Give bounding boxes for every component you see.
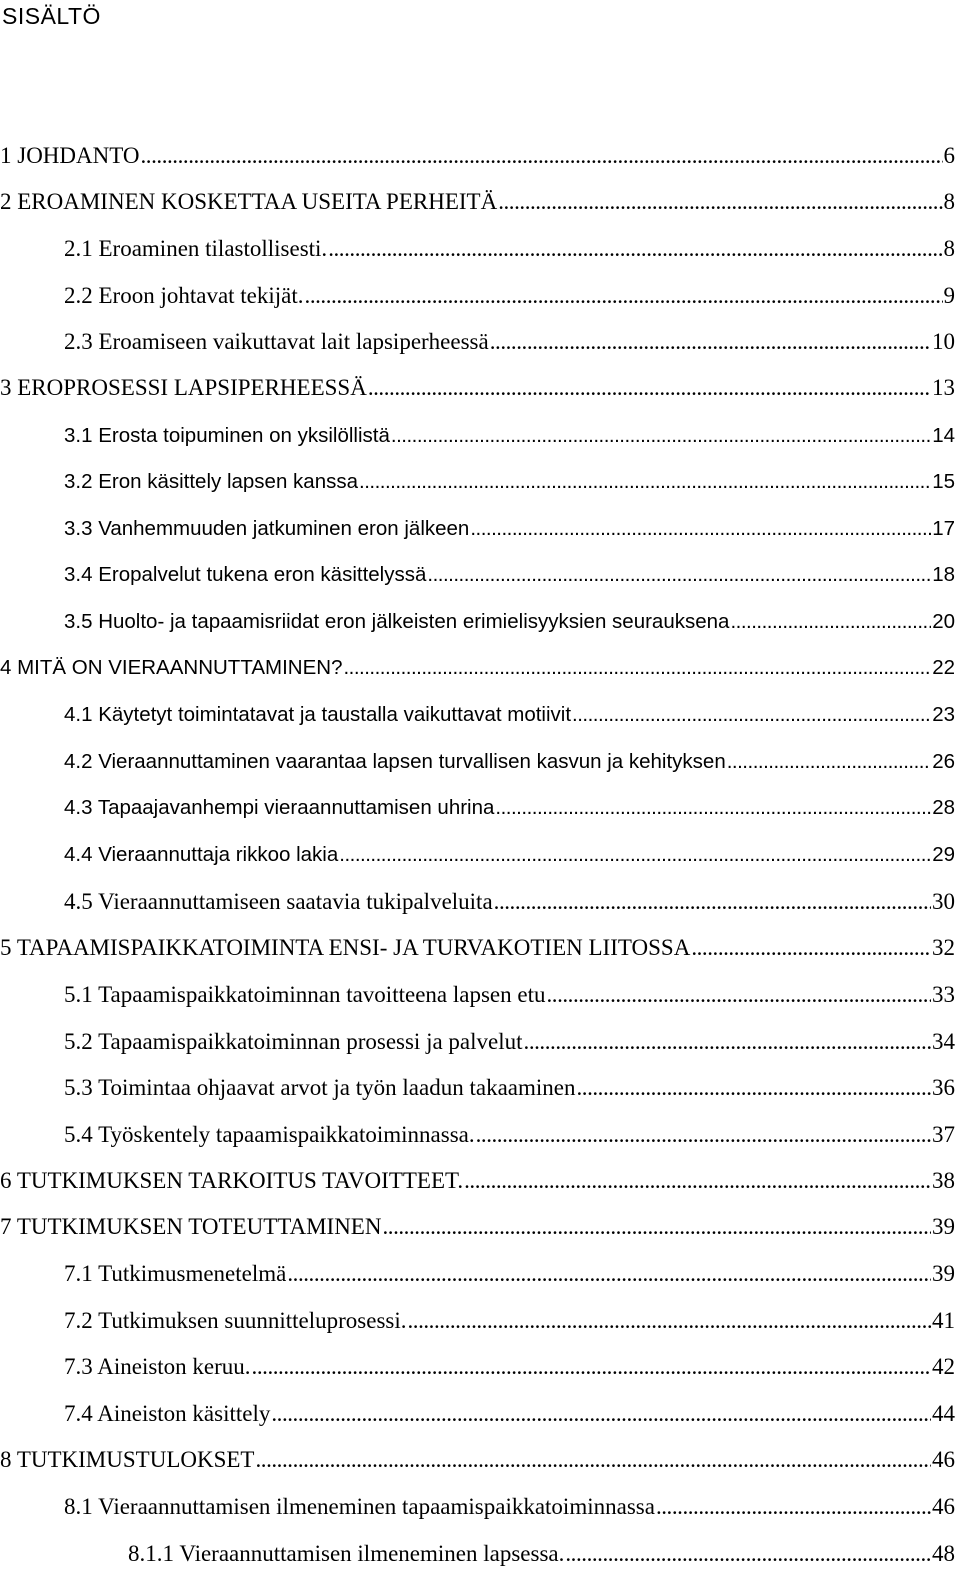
- toc-entry-page: 10: [932, 329, 955, 354]
- toc-dot-leader: [252, 1351, 931, 1383]
- toc-entry-title: 7 TUTKIMUKSEN TOTEUTTAMINEN: [0, 1214, 382, 1239]
- toc-entry[interactable]: [0, 839, 955, 871]
- toc-dot-leader: [495, 792, 931, 824]
- toc-dot-leader: [470, 513, 931, 545]
- toc-entry[interactable]: [0, 1165, 955, 1197]
- toc-entry-title: 3 EROPROSESSI LAPSIPERHEESSÄ: [0, 375, 367, 400]
- toc-entry[interactable]: [0, 513, 955, 545]
- toc-entry-page: 28: [932, 796, 955, 819]
- toc-entry-page: 36: [932, 1075, 955, 1100]
- toc-entry[interactable]: [0, 652, 955, 684]
- toc-entry-title: 7.1 Tutkimusmenetelmä: [64, 1261, 287, 1286]
- toc-entry[interactable]: [0, 140, 955, 172]
- toc-entry-title: 3.5 Huolto- ja tapaamisriidat eron jälkeisten erimielisyyksien seurauksena: [64, 610, 730, 633]
- toc-entry[interactable]: [0, 420, 955, 452]
- toc-entry[interactable]: [0, 1211, 955, 1243]
- toc-entry-page: 37: [932, 1122, 955, 1147]
- toc-entry-page: 32: [932, 935, 955, 960]
- toc-entry-page: 42: [932, 1354, 955, 1379]
- toc-entry-title: 5.4 Työskentely tapaamispaikkatoiminnassa.: [64, 1122, 475, 1147]
- toc-entry-page: 39: [932, 1261, 955, 1286]
- toc-entry-title: 2.1 Eroaminen tilastollisesti.: [64, 236, 328, 261]
- toc-dot-leader: [305, 280, 943, 312]
- toc-dot-leader: [656, 1491, 931, 1523]
- toc-entry-title: 8.1.1 Vieraannuttamisen ilmeneminen lapsessa.: [128, 1541, 565, 1566]
- toc-entry-title: 7.4 Aineiston käsittely: [64, 1401, 271, 1426]
- toc-entry-title: 4.3 Tapaajavanhempi vieraannuttamisen uhrina: [64, 796, 495, 819]
- toc-entry[interactable]: [0, 1305, 955, 1337]
- toc-entry-page: 39: [932, 1214, 955, 1239]
- toc-entry-page: 41: [932, 1308, 955, 1333]
- toc-entry-title: 4.2 Vieraannuttaminen vaarantaa lapsen turvallisen kasvun ja kehityksen: [64, 750, 726, 773]
- toc-entry-title: 2 EROAMINEN KOSKETTAA USEITA PERHEITÄ: [0, 189, 498, 214]
- toc-entry-page: 17: [932, 517, 955, 540]
- toc-entry[interactable]: [0, 932, 955, 964]
- toc-dot-leader: [287, 1258, 931, 1290]
- toc-entry-page: 22: [932, 656, 955, 679]
- toc-entry-title: 5.3 Toimintaa ohjaavat arvot ja työn laadun takaaminen: [64, 1075, 576, 1100]
- toc-dot-leader: [255, 1444, 931, 1476]
- toc-entry-title: 7.3 Aineiston keruu.: [64, 1354, 251, 1379]
- toc-entry-page: 8: [943, 189, 955, 214]
- toc-entry-page: 44: [932, 1401, 955, 1426]
- toc-entry[interactable]: [0, 1491, 955, 1523]
- toc-entry-title: 2.3 Eroamiseen vaikuttavat lait lapsiperheessä: [64, 329, 489, 354]
- toc-entry-page: 33: [932, 982, 955, 1007]
- toc-entry[interactable]: [0, 1026, 955, 1058]
- toc-entry[interactable]: [0, 1444, 955, 1476]
- toc-entry-page: 8: [943, 236, 955, 261]
- toc-entry[interactable]: [0, 886, 955, 918]
- toc-dot-leader: [572, 699, 931, 731]
- toc-entry[interactable]: [0, 699, 955, 731]
- toc-entry-page: 29: [932, 843, 955, 866]
- toc-entry-page: 30: [932, 889, 955, 914]
- toc-entry-title: 4.1 Käytetyt toimintatavat ja taustalla vaikuttavat motiivit: [64, 703, 572, 726]
- toc-dot-leader: [328, 233, 942, 265]
- toc-entry[interactable]: [0, 746, 955, 778]
- toc-entry-title: 5 TAPAAMISPAIKKATOIMINTA ENSI- JA TURVAKOTIEN LIITOSSA: [0, 935, 691, 960]
- toc-entry[interactable]: [0, 606, 955, 638]
- toc-dot-leader: [359, 466, 931, 498]
- toc-dot-leader: [339, 839, 931, 871]
- toc-dot-leader: [524, 1026, 931, 1058]
- toc-entry-title: 4.5 Vieraannuttamiseen saatavia tukipalveluita: [64, 889, 493, 914]
- toc-dot-leader: [565, 1538, 931, 1570]
- toc-entry-title: 4.4 Vieraannuttaja rikkoo lakia: [64, 843, 339, 866]
- toc-entry-title: 4 MITÄ ON VIERAANNUTTAMINEN?: [0, 656, 343, 679]
- toc-entry-page: 46: [932, 1447, 955, 1472]
- toc-entry-page: 18: [932, 563, 955, 586]
- toc-entry-page: 14: [932, 424, 955, 447]
- toc-entry[interactable]: [0, 1538, 955, 1570]
- toc-entry-page: 23: [932, 703, 955, 726]
- toc-entry[interactable]: [0, 979, 955, 1011]
- toc-dot-leader: [382, 1211, 931, 1243]
- toc-dot-leader: [427, 559, 931, 591]
- toc-dot-leader: [407, 1305, 931, 1337]
- toc-entry-page: 15: [932, 470, 955, 493]
- toc-dot-leader: [476, 1119, 931, 1151]
- toc-entry-title: 3.1 Erosta toipuminen on yksilöllistä: [64, 424, 390, 447]
- toc-dot-leader: [546, 979, 931, 1011]
- toc-entry-page: 48: [932, 1541, 955, 1566]
- toc-entry[interactable]: [0, 372, 955, 404]
- toc-entry[interactable]: [0, 559, 955, 591]
- toc-entry[interactable]: [0, 280, 955, 312]
- toc-entry[interactable]: [0, 1072, 955, 1104]
- toc-entry-page: 20: [932, 610, 955, 633]
- toc-entry[interactable]: [0, 186, 955, 218]
- toc-entry-page: 6: [943, 143, 955, 168]
- toc-entry-page: 13: [932, 375, 955, 400]
- toc-entry-title: 8 TUTKIMUSTULOKSET: [0, 1447, 255, 1472]
- toc-dot-leader: [490, 326, 931, 358]
- toc-entry-page: 38: [932, 1168, 955, 1193]
- toc-entry[interactable]: [0, 1351, 955, 1383]
- toc-entry[interactable]: [0, 792, 955, 824]
- toc-dot-leader: [576, 1072, 931, 1104]
- toc-entry-page: 9: [943, 283, 955, 308]
- toc-entry[interactable]: [0, 233, 955, 265]
- toc-entry-title: 3.3 Vanhemmuuden jatkuminen eron jälkeen: [64, 517, 470, 540]
- toc-dot-leader: [730, 606, 931, 638]
- toc-entry[interactable]: [0, 1398, 955, 1430]
- toc-entry[interactable]: [0, 1119, 955, 1151]
- toc-heading: SISÄLTÖ: [2, 3, 101, 29]
- toc-dot-leader: [368, 372, 931, 404]
- toc-dot-leader: [464, 1165, 931, 1197]
- toc-entry-page: 46: [932, 1494, 955, 1519]
- toc-entry-title: 6 TUTKIMUKSEN TARKOITUS TAVOITTEET.: [0, 1168, 464, 1193]
- toc-dot-leader: [494, 886, 931, 918]
- toc-entry-title: 2.2 Eroon johtavat tekijät.: [64, 283, 304, 308]
- toc-entry[interactable]: [0, 466, 955, 498]
- toc-entry-title: 3.2 Eron käsittely lapsen kanssa: [64, 470, 358, 493]
- toc-dot-leader: [141, 140, 943, 172]
- toc-dot-leader: [691, 932, 931, 964]
- toc-entry-title: 5.2 Tapaamispaikkatoiminnan prosessi ja palvelut: [64, 1029, 523, 1054]
- toc-entry-title: 5.1 Tapaamispaikkatoiminnan tavoitteena lapsen etu: [64, 982, 546, 1007]
- toc-entry-title: 8.1 Vieraannuttamisen ilmeneminen tapaamispaikkatoiminnassa: [64, 1494, 655, 1519]
- toc-dot-leader: [271, 1398, 931, 1430]
- toc-dot-leader: [498, 186, 942, 218]
- toc-dot-leader: [727, 746, 931, 778]
- toc-dot-leader: [391, 420, 931, 452]
- toc-entry-title: 3.4 Eropalvelut tukena eron käsittelyssä: [64, 563, 427, 586]
- toc-entry-title: 7.2 Tutkimuksen suunnitteluprosessi.: [64, 1308, 407, 1333]
- toc-entry-page: 34: [932, 1029, 955, 1054]
- toc-dot-leader: [343, 652, 931, 684]
- toc-entry[interactable]: [0, 1258, 955, 1290]
- toc-entry[interactable]: [0, 326, 955, 358]
- toc-entry-title: 1 JOHDANTO: [0, 143, 140, 168]
- toc-entry-page: 26: [932, 750, 955, 773]
